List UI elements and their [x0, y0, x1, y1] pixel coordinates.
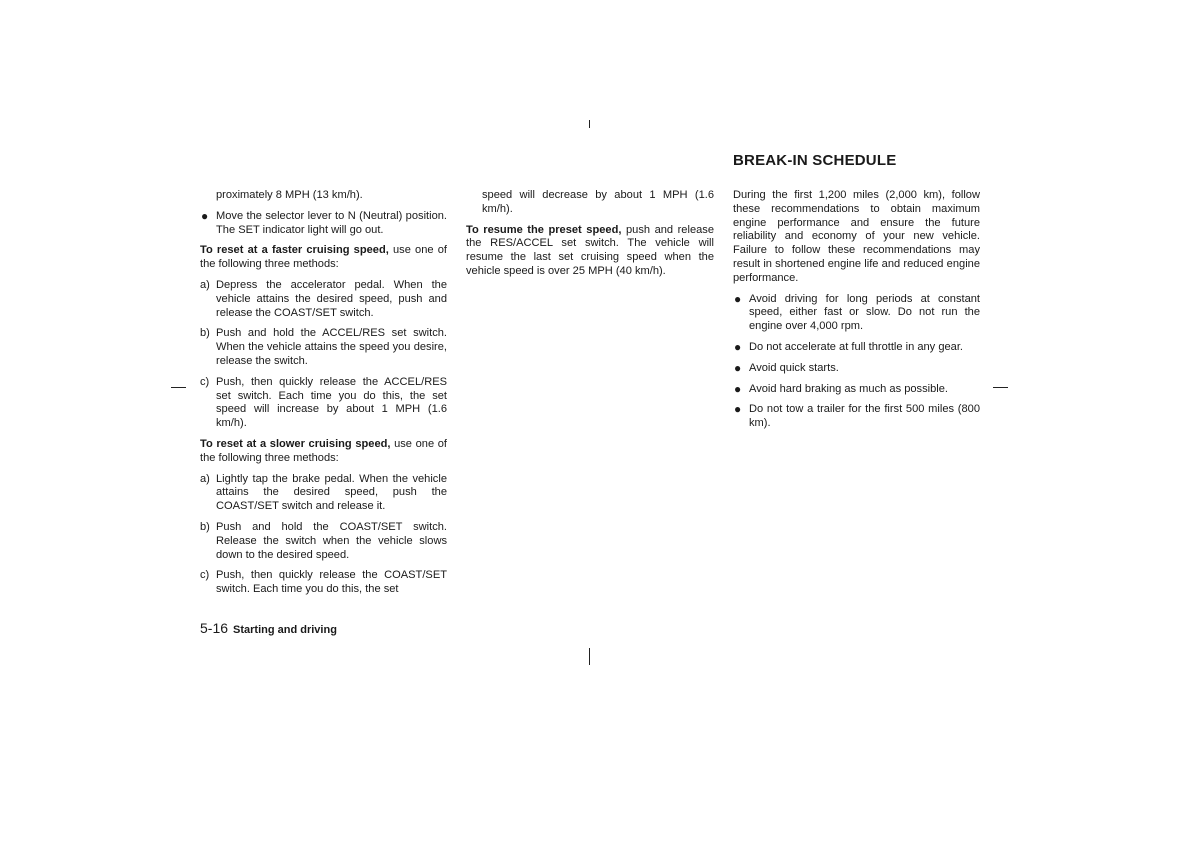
slower-method-b: [200, 521, 447, 562]
break-in-bullet: [733, 403, 980, 431]
break-in-bullet: [733, 341, 980, 355]
section-title: Starting and driving: [233, 624, 337, 636]
break-in-bullet: [733, 362, 980, 376]
method-text: Push and hold the ACCEL/RES set switch. When the vehicle attains the speed you desire, release the switch.: [216, 327, 447, 367]
bullet-text: Avoid quick starts.: [749, 361, 839, 374]
slower-method-c: [200, 569, 447, 597]
bullet-item: [200, 210, 447, 238]
page-footer: [200, 620, 337, 638]
slower-speed-paragraph: [200, 438, 447, 466]
bullet-text: Move the selector lever to N (Neutral) position. The SET indicator light will go out.: [216, 209, 447, 236]
bullet-text: Do not tow a trailer for the first 500 miles (800 km).: [749, 403, 980, 430]
resume-speed-text: push and release the RES/ACCEL set switch. The vehicle will resume the last set cruising speed when the vehicle speed is over 25 MPH (40 km/h).: [466, 223, 715, 277]
list-marker-a: a): [200, 472, 210, 485]
bullet-marker: ●: [734, 360, 742, 375]
section-heading: BREAK-IN SCHEDULE: [733, 152, 897, 169]
list-marker-a: a): [200, 278, 210, 291]
continued-text: speed will decrease by about 1 MPH (1.6 km/h).: [482, 189, 714, 215]
crop-mark-bottom: [589, 648, 590, 665]
faster-speed-lead: To reset at a faster cruising speed,: [200, 244, 389, 257]
bullet-text: Avoid driving for long periods at constant speed, either fast or slow. Do not run the engine over 4,000 rpm.: [749, 292, 980, 333]
list-marker-b: b): [200, 327, 210, 340]
faster-method-c: [200, 376, 447, 431]
faster-speed-text: use one of the following three methods:: [200, 244, 447, 271]
faster-method-b: [200, 327, 447, 368]
method-text: Depress the accelerator pedal. When the vehicle attains the desired speed, push and release the COAST/SET switch.: [216, 278, 447, 319]
bullet-text: Avoid hard braking as much as possible.: [749, 382, 948, 395]
method-text: Push, then quickly release the COAST/SET switch. Each time you do this, the set: [216, 569, 447, 596]
list-marker-b: b): [200, 520, 210, 533]
crop-mark-left: [171, 387, 186, 388]
crop-mark-top: [589, 120, 590, 128]
middle-column: [466, 189, 714, 286]
list-marker-c: c): [200, 375, 210, 388]
method-text: Push, then quickly release the ACCEL/RES set switch. Each time you do this, the set speed will increase by about 1 MPH (1.6 km/h).: [216, 375, 447, 430]
break-in-bullet: [733, 293, 980, 334]
bullet-marker: ●: [734, 402, 742, 417]
crop-mark-right: [993, 387, 1008, 388]
method-text: Lightly tap the brake pedal. When the vehicle attains the desired speed, push the COAST/SET switch and release it.: [216, 472, 447, 513]
continued-text: proximately 8 MPH (13 km/h).: [216, 189, 363, 201]
faster-speed-paragraph: [200, 244, 447, 272]
bullet-text: Do not accelerate at full throttle in any gear.: [749, 340, 963, 353]
break-in-bullet: [733, 383, 980, 397]
resume-speed-paragraph: [466, 224, 714, 279]
page-number: 5-16: [200, 620, 229, 636]
bullet-marker: ●: [734, 291, 742, 306]
resume-speed-lead: To resume the preset speed,: [466, 223, 622, 236]
bullet-marker: ●: [734, 381, 742, 396]
slower-speed-text: use one of the following three methods:: [200, 437, 447, 464]
break-in-intro: During the first 1,200 miles (2,000 km), follow these recommendations to obtain maximum engine performance and ensure the future reliability and economy of your new vehicle. Failure to follow these recommendations may result in shortened engine life and reduced engine performance.: [733, 189, 980, 284]
bullet-marker: ●: [734, 339, 742, 354]
list-marker-c: c): [200, 569, 210, 582]
left-column: [200, 189, 447, 604]
method-text: Push and hold the COAST/SET switch. Release the switch when the vehicle slows down to the desired speed.: [216, 520, 447, 561]
faster-method-a: [200, 279, 447, 320]
bullet-marker: ●: [201, 208, 209, 223]
slower-speed-lead: To reset at a slower cruising speed,: [200, 437, 391, 450]
slower-method-a: [200, 473, 447, 514]
right-column: [733, 189, 980, 438]
